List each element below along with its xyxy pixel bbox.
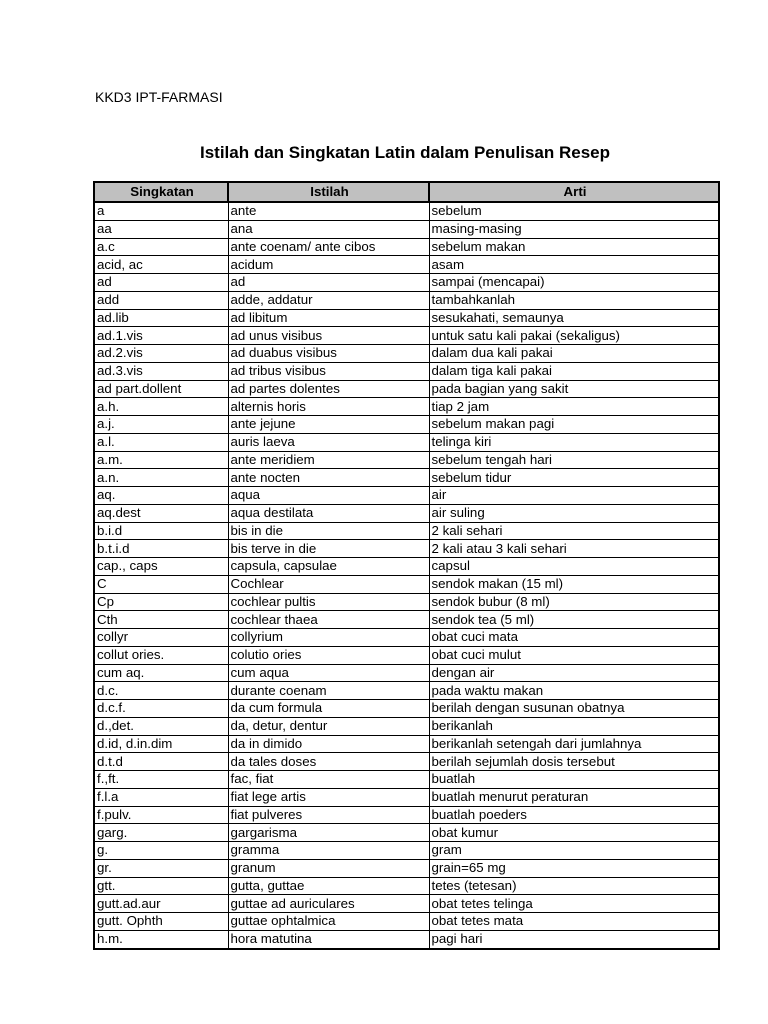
document-title: Istilah dan Singkatan Latin dalam Penulisan Resep [200,143,610,162]
term-cell: ad libitum [228,309,429,327]
term-cell: guttae ophtalmica [228,913,429,931]
table-row [94,362,719,380]
table-row [94,664,719,682]
meaning-cell: sebelum tidur [429,469,719,487]
abbreviation-cell: a.j. [94,416,228,434]
column-header-istilah: Istilah [228,182,429,202]
abbreviation-cell: aq.dest [94,504,228,522]
abbreviation-cell: g. [94,842,228,860]
term-cell: da cum formula [228,700,429,718]
meaning-cell: dalam tiga kali pakai [429,362,719,380]
meaning-cell: sendok tea (5 ml) [429,611,719,629]
term-cell: gargarisma [228,824,429,842]
abbreviation-cell: Cp [94,593,228,611]
term-cell: ad partes dolentes [228,380,429,398]
term-cell: da tales doses [228,753,429,771]
abbreviation-cell: gutt. Ophth [94,913,228,931]
meaning-cell: sampai (mencapai) [429,274,719,292]
term-cell: gutta, guttae [228,877,429,895]
meaning-cell: obat cuci mulut [429,646,719,664]
meaning-cell: dengan air [429,664,719,682]
table-row [94,788,719,806]
term-cell: ad unus visibus [228,327,429,345]
term-cell: ante meridiem [228,451,429,469]
abbreviation-cell: h.m. [94,930,228,948]
meaning-cell: sendok makan (15 ml) [429,575,719,593]
meaning-cell: berikanlah [429,717,719,735]
meaning-cell: obat kumur [429,824,719,842]
term-cell: fiat pulveres [228,806,429,824]
table-row [94,575,719,593]
abbreviation-cell: a.h. [94,398,228,416]
table-row [94,504,719,522]
term-cell: acidum [228,256,429,274]
abbreviation-cell: b.i.d [94,522,228,540]
term-cell: ad tribus visibus [228,362,429,380]
meaning-cell: 2 kali sehari [429,522,719,540]
table-body [94,202,719,949]
meaning-cell: masing-masing [429,220,719,238]
table-row [94,202,719,220]
meaning-cell: sesukahati, semaunya [429,309,719,327]
column-header-arti: Arti [429,182,719,202]
meaning-cell: obat cuci mata [429,629,719,647]
term-cell: ana [228,220,429,238]
table-row [94,451,719,469]
term-cell: hora matutina [228,930,429,948]
meaning-cell: sebelum makan pagi [429,416,719,434]
abbreviation-cell: add [94,291,228,309]
term-cell: colutio ories [228,646,429,664]
term-cell: collyrium [228,629,429,647]
table-row [94,611,719,629]
abbreviation-cell: aa [94,220,228,238]
meaning-cell: obat tetes mata [429,913,719,931]
document-header-label: KKD3 IPT-FARMASI [95,89,223,105]
table-row [94,416,719,434]
table-row [94,220,719,238]
table-row [94,859,719,877]
table-row [94,717,719,735]
meaning-cell: sebelum tengah hari [429,451,719,469]
meaning-cell: tambahkanlah [429,291,719,309]
term-cell: ad duabus visibus [228,345,429,363]
table-row [94,256,719,274]
abbreviation-cell: ad.lib [94,309,228,327]
term-cell: cochlear thaea [228,611,429,629]
abbreviation-cell: d.id, d.in.dim [94,735,228,753]
term-cell: bis in die [228,522,429,540]
table-row [94,238,719,256]
table-row [94,629,719,647]
term-cell: capsula, capsulae [228,558,429,576]
meaning-cell: sendok bubur (8 ml) [429,593,719,611]
abbreviation-cell: aq. [94,487,228,505]
table-row [94,309,719,327]
table-row [94,824,719,842]
table-row [94,345,719,363]
term-cell: gramma [228,842,429,860]
table-row [94,895,719,913]
meaning-cell: tetes (tetesan) [429,877,719,895]
meaning-cell: grain=65 mg [429,859,719,877]
abbreviation-cell: f.l.a [94,788,228,806]
table-row [94,398,719,416]
meaning-cell: obat tetes telinga [429,895,719,913]
table-row [94,274,719,292]
meaning-cell: capsul [429,558,719,576]
abbreviation-cell: d.,det. [94,717,228,735]
abbreviation-cell: a [94,202,228,220]
abbreviation-cell: b.t.i.d [94,540,228,558]
meaning-cell: sebelum [429,202,719,220]
term-cell: aqua [228,487,429,505]
abbreviation-cell: ad.3.vis [94,362,228,380]
table-row [94,930,719,948]
abbreviation-cell: garg. [94,824,228,842]
table-row [94,433,719,451]
abbreviation-cell: acid, ac [94,256,228,274]
abbreviation-cell: a.c [94,238,228,256]
abbreviation-cell: C [94,575,228,593]
table-row [94,682,719,700]
term-cell: ante jejune [228,416,429,434]
table-row [94,646,719,664]
abbreviation-cell: gr. [94,859,228,877]
meaning-cell: air [429,487,719,505]
abbreviation-cell: collut ories. [94,646,228,664]
abbreviation-cell: a.n. [94,469,228,487]
table-row [94,806,719,824]
abbreviation-cell: ad.1.vis [94,327,228,345]
table-row [94,771,719,789]
abbreviation-table [93,181,720,950]
abbreviation-cell: d.c.f. [94,700,228,718]
abbreviation-cell: Cth [94,611,228,629]
term-cell: ante coenam/ ante cibos [228,238,429,256]
term-cell: alternis horis [228,398,429,416]
meaning-cell: pada waktu makan [429,682,719,700]
table-row [94,913,719,931]
meaning-cell: sebelum makan [429,238,719,256]
abbreviation-cell: ad [94,274,228,292]
table-row [94,700,719,718]
term-cell: Cochlear [228,575,429,593]
table-header-row [94,182,719,202]
abbreviation-cell: d.c. [94,682,228,700]
abbreviation-cell: collyr [94,629,228,647]
term-cell: fac, fiat [228,771,429,789]
table-row [94,291,719,309]
abbreviation-cell: gtt. [94,877,228,895]
table-row [94,540,719,558]
abbreviation-cell: f.,ft. [94,771,228,789]
term-cell: adde, addatur [228,291,429,309]
meaning-cell: gram [429,842,719,860]
meaning-cell: asam [429,256,719,274]
table-row [94,753,719,771]
meaning-cell: buatlah [429,771,719,789]
abbreviation-cell: a.l. [94,433,228,451]
table-row [94,327,719,345]
table-row [94,593,719,611]
term-cell: auris laeva [228,433,429,451]
meaning-cell: 2 kali atau 3 kali sehari [429,540,719,558]
term-cell: ante [228,202,429,220]
term-cell: guttae ad auriculares [228,895,429,913]
meaning-cell: untuk satu kali pakai (sekaligus) [429,327,719,345]
column-header-singkatan: Singkatan [94,182,228,202]
meaning-cell: buatlah menurut peraturan [429,788,719,806]
table-row [94,558,719,576]
abbreviation-cell: ad part.dollent [94,380,228,398]
abbreviation-cell: ad.2.vis [94,345,228,363]
term-cell: fiat lege artis [228,788,429,806]
meaning-cell: tiap 2 jam [429,398,719,416]
abbreviation-cell: gutt.ad.aur [94,895,228,913]
meaning-cell: air suling [429,504,719,522]
meaning-cell: berilah sejumlah dosis tersebut [429,753,719,771]
meaning-cell: buatlah poeders [429,806,719,824]
table-row [94,842,719,860]
table-row [94,380,719,398]
term-cell: aqua destilata [228,504,429,522]
abbreviation-cell: a.m. [94,451,228,469]
term-cell: da, detur, dentur [228,717,429,735]
term-cell: cum aqua [228,664,429,682]
abbreviation-cell: d.t.d [94,753,228,771]
meaning-cell: pagi hari [429,930,719,948]
table-row [94,735,719,753]
meaning-cell: berikanlah setengah dari jumlahnya [429,735,719,753]
table-row [94,487,719,505]
term-cell: cochlear pultis [228,593,429,611]
table-row [94,469,719,487]
abbreviation-cell: cum aq. [94,664,228,682]
term-cell: da in dimido [228,735,429,753]
meaning-cell: telinga kiri [429,433,719,451]
term-cell: ante nocten [228,469,429,487]
abbreviation-cell: cap., caps [94,558,228,576]
meaning-cell: pada bagian yang sakit [429,380,719,398]
term-cell: granum [228,859,429,877]
table-row [94,877,719,895]
term-cell: bis terve in die [228,540,429,558]
meaning-cell: berilah dengan susunan obatnya [429,700,719,718]
abbreviation-cell: f.pulv. [94,806,228,824]
meaning-cell: dalam dua kali pakai [429,345,719,363]
term-cell: durante coenam [228,682,429,700]
term-cell: ad [228,274,429,292]
table-row [94,522,719,540]
